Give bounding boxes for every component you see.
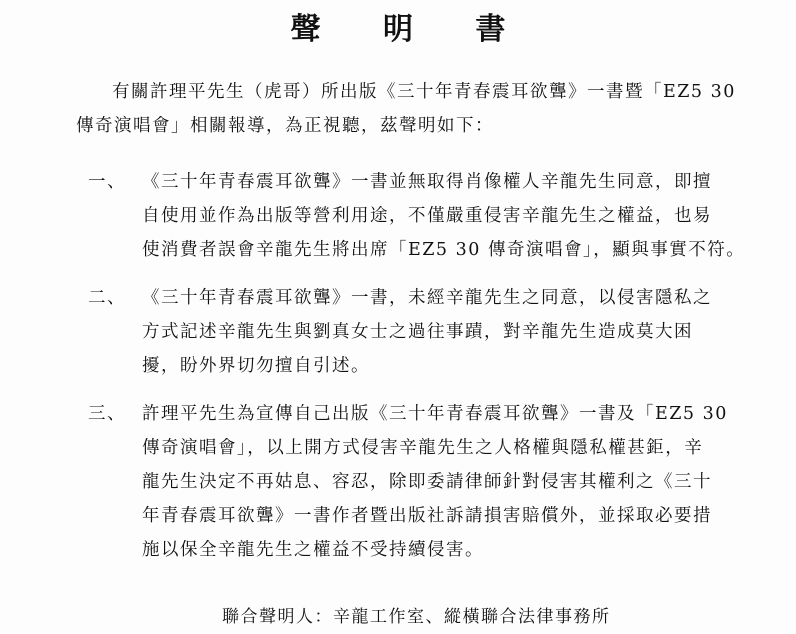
item-line: 龍先生決定不再姑息、容忍，除即委請律師針對侵害其權利之《三十: [142, 472, 712, 492]
document-title: 聲 明 書: [290, 12, 532, 47]
item-number: 三、: [88, 404, 126, 424]
item-line: 方式記述辛龍先生與劉真女士之過往事蹟，對辛龍先生造成莫大困: [142, 322, 693, 342]
signatory-line: 聯合聲明人：辛龍工作室、縱橫聯合法律事務所: [222, 607, 611, 627]
item-line: 許理平先生為宣傳自己出版《三十年青春震耳欲聾》一書及「EZ5 30: [142, 404, 728, 424]
item-line: 年青春震耳欲聾》一書作者暨出版社訴請損害賠償外，並採取必要措: [142, 506, 712, 526]
item-line: 自使用並作為出版等營利用途，不僅嚴重侵害辛龍先生之權益，也易: [142, 206, 712, 226]
item-line: 傳奇演唱會」，以上開方式侵害辛龍先生之人格權與隱私權甚鉅，辛: [142, 438, 704, 458]
item-number: 二、: [88, 288, 126, 308]
item-line: 使消費者誤會辛龍先生將出席「EZ5 30 傳奇演唱會」，顯與事實不符。: [142, 240, 746, 260]
item-line: 《三十年青春震耳欲聾》一書，未經辛龍先生之同意，以侵害隱私之: [142, 288, 712, 308]
intro-line: 傳奇演唱會」相關報導，為正視聽，茲聲明如下：: [76, 116, 494, 136]
intro-paragraph: [76, 75, 736, 143]
item-line: 施以保全辛龍先生之權益不受持續侵害。: [142, 540, 484, 560]
item-line: 擾，盼外界切勿擅自引述。: [142, 356, 370, 376]
item-line: 《三十年青春震耳欲聾》一書並無取得肖像權人辛龍先生同意，即擅: [142, 172, 712, 192]
intro-line: 有關許理平先生（虎哥）所出版《三十年青春震耳欲聾》一書暨「EZ5 30: [112, 82, 736, 102]
item-number: 一、: [88, 172, 126, 192]
